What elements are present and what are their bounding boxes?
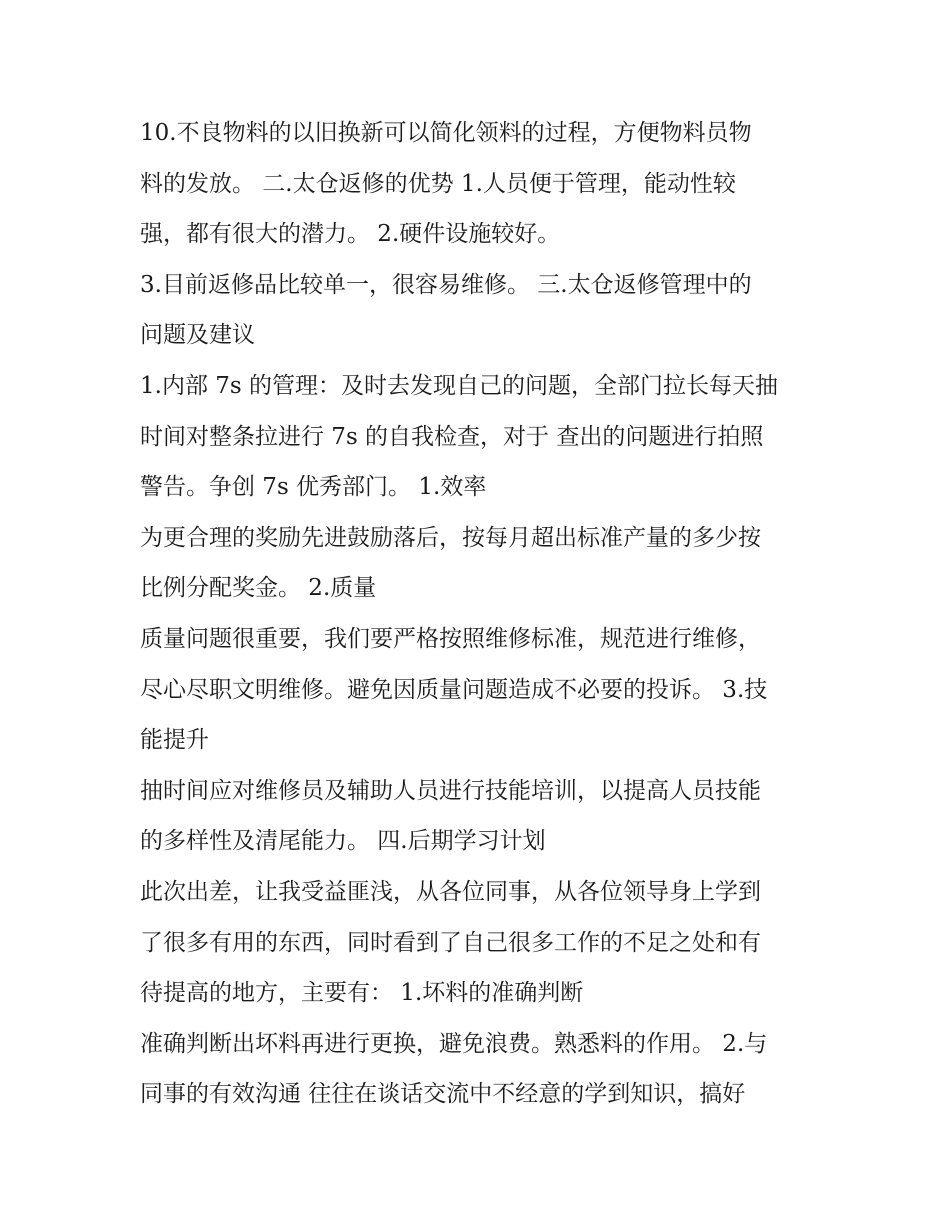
text-line: 能提升 bbox=[140, 727, 209, 754]
text-line: 同事的有效沟通 往往在谈话交流中不经意的学到知识，搞好 bbox=[140, 1081, 746, 1108]
text-line: 1.内部 7s 的管理：及时去发现自己的问题，全部门拉长每天抽 bbox=[140, 372, 779, 399]
text-line: 问题及建议 bbox=[140, 322, 255, 349]
text-line: 抽时间应对维修员及辅助人员进行技能培训，以提高人员技能 bbox=[140, 777, 761, 804]
text-line: 料的发放。 二.太仓返修的优势 1.人员便于管理，能动性较 bbox=[140, 170, 736, 197]
text-line: 质量问题很重要，我们要严格按照维修标准，规范进行维修， bbox=[140, 625, 761, 652]
text-line: 的多样性及清尾能力。 四.后期学习计划 bbox=[140, 828, 546, 855]
text-line: 强，都有很大的潜力。 2.硬件设施较好。 bbox=[140, 221, 561, 248]
text-line: 时间对整条拉进行 7s 的自我检查，对于 查出的问题进行拍照 bbox=[140, 423, 764, 450]
text-line: 尽心尽职文明维修。避免因质量问题造成不必要的投诉。 3.技 bbox=[140, 676, 768, 703]
text-line: 此次出差，让我受益匪浅，从各位同事，从各位领导身上学到 bbox=[140, 878, 761, 905]
text-line: 比例分配奖金。 2.质量 bbox=[140, 575, 377, 602]
text-line: 待提高的地方，主要有： 1.坏料的准确判断 bbox=[140, 980, 584, 1007]
text-line: 为更合理的奖励先进鼓励落后，按每月超出标准产量的多少按 bbox=[140, 524, 761, 551]
text-line: 了很多有用的东西，同时看到了自己很多工作的不足之处和有 bbox=[140, 929, 761, 956]
text-line: 准确判断出坏料再进行更换，避免浪费。熟悉料的作用。 2.与 bbox=[140, 1030, 768, 1057]
document-body bbox=[140, 108, 820, 1120]
text-line: 10.不良物料的以旧换新可以简化领料的过程，方便物料员物 bbox=[140, 120, 752, 146]
text-line: 警告。争创 7s 优秀部门。 1.效率 bbox=[140, 474, 487, 501]
text-line: 3.目前返修品比较单一，很容易维修。 三.太仓返修管理中的 bbox=[140, 271, 752, 298]
